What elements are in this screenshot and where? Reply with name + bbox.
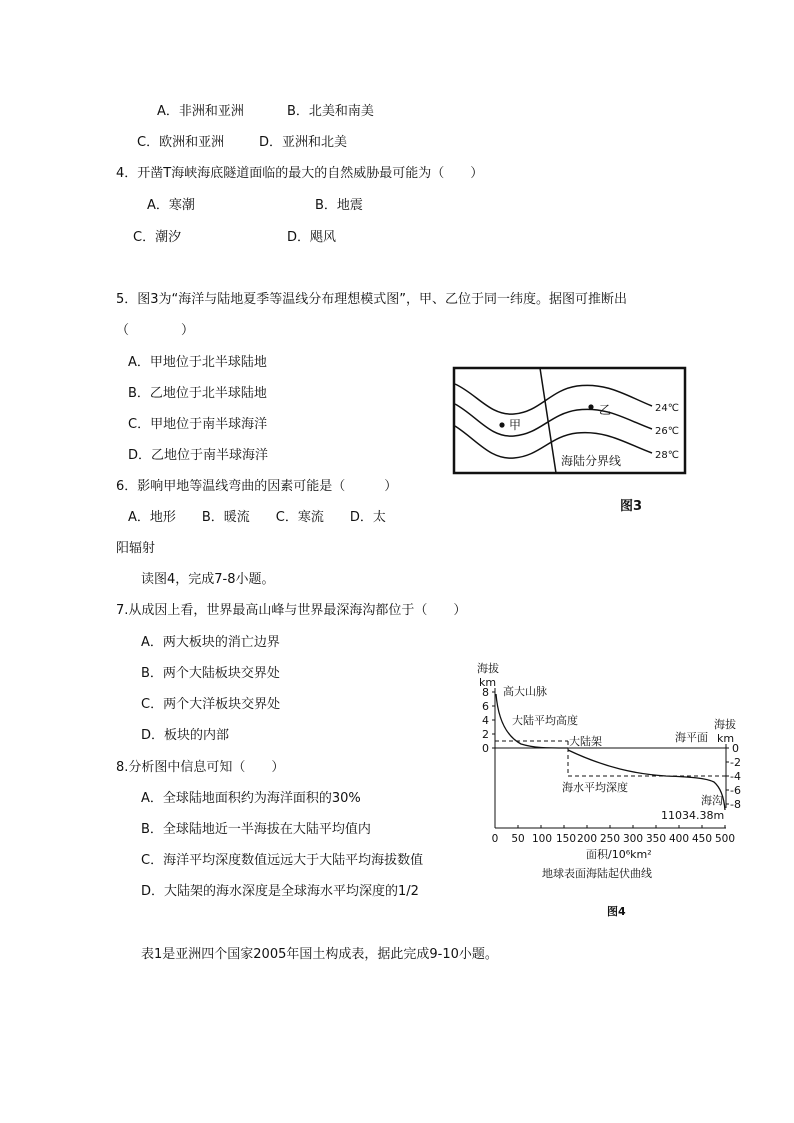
label-sea-level: 海平面 [675, 731, 708, 744]
right-tick-neg8: -8 [730, 798, 741, 811]
figure-3-caption: 图3 [620, 499, 643, 514]
table-1-intro: 表1是亚洲四个国家2005年国土构成表，据此完成9-10小题。 [141, 947, 498, 962]
q5-option-a: A．甲地位于北半球陆地 [128, 355, 267, 370]
x-tick-400: 400 [668, 833, 690, 845]
q4-option-a: A．寒潮 [147, 198, 195, 213]
right-tick-neg6: -6 [730, 784, 741, 797]
label-mountains: 高大山脉 [503, 685, 547, 698]
left-axis-title: 海拔 [477, 662, 499, 675]
x-axis-label: 面积/10⁶km² [586, 848, 652, 861]
label-continental-shelf: 大陆架 [569, 735, 602, 748]
q6-options-wrap: 阳辐射 [116, 541, 156, 556]
q5-option-b: B．乙地位于北半球陆地 [128, 386, 267, 401]
x-tick-300: 300 [622, 833, 644, 845]
q4-option-c: C．潮汐 [133, 230, 182, 245]
q8-stem: 8.分析图中信息可知（ ） [116, 760, 285, 775]
q7-option-d: D．板块的内部 [141, 728, 230, 743]
figure-4-hypsometric-curve [476, 658, 756, 918]
x-tick-50: 50 [511, 833, 525, 845]
left-tick-2: 2 [482, 728, 489, 741]
point-yi-marker [588, 404, 593, 409]
q3-option-b: B．北美和南美 [287, 104, 374, 119]
left-tick-6: 6 [482, 700, 489, 713]
right-tick-neg2: -2 [730, 756, 741, 769]
q5-stem-paren: （ ） [116, 323, 195, 338]
q4-option-b: B．地震 [315, 198, 363, 213]
isotherm-24-label: 24℃ [655, 403, 679, 414]
point-yi-label: 乙 [599, 403, 612, 417]
q7-stem: 7.从成因上看，世界最高山峰与世界最深海沟都位于（ ） [116, 603, 467, 618]
q8-option-b: B．全球陆地近一半海拔在大陆平均值内 [141, 822, 371, 837]
figure-4-title: 地球表面海陆起伏曲线 [542, 867, 652, 880]
left-axis-unit: km [479, 676, 497, 689]
q7-option-b: B．两个大陆板块交界处 [141, 666, 280, 681]
q8-option-c: C．海洋平均深度数值远远大于大陆平均海拔数值 [141, 853, 424, 868]
right-tick-0: 0 [732, 742, 739, 755]
q5-option-d: D．乙地位于南半球海洋 [128, 448, 269, 463]
x-tick-500: 500 [714, 833, 736, 845]
point-jia-marker [499, 422, 504, 427]
q8-option-a: A．全球陆地面积约为海洋面积的30% [141, 791, 361, 806]
label-sea-average: 海水平均深度 [562, 781, 628, 794]
q7-option-a: A．两大板块的消亡边界 [141, 635, 280, 650]
q7-option-c: C．两个大洋板块交界处 [141, 697, 281, 712]
x-tick-450: 450 [691, 833, 713, 845]
q5-stem: 5．图3为“海洋与陆地夏季等温线分布理想模式图”，甲、乙位于同一纬度。据图可推断出 [116, 292, 628, 307]
q3-option-a: A．非洲和亚洲 [157, 104, 244, 119]
isotherm-28-label: 28℃ [655, 450, 679, 461]
left-tick-8: 8 [482, 686, 489, 699]
q3-option-d: D．亚洲和北美 [259, 135, 348, 150]
q3-option-c: C．欧洲和亚洲 [137, 135, 225, 150]
label-trench: 海沟 [701, 794, 723, 807]
x-tick-200: 200 [576, 833, 598, 845]
x-tick-0: 0 [491, 833, 499, 845]
q8-option-d: D．大陆架的海水深度是全球海水平均深度的1/2 [141, 884, 419, 899]
label-land-average: 大陆平均高度 [512, 714, 578, 727]
left-tick-0: 0 [482, 742, 489, 755]
figure-3-isotherm-diagram [452, 366, 687, 476]
isotherm-26-label: 26℃ [655, 426, 679, 437]
q4-option-d: D．飓风 [287, 230, 337, 245]
left-tick-4: 4 [482, 714, 489, 727]
boundary-label: 海陆分界线 [561, 454, 622, 468]
right-axis-unit: km [717, 732, 735, 745]
figure-4-caption: 图4 [607, 905, 626, 918]
label-trench-depth: 11034.38m [661, 809, 725, 822]
point-jia-label: 甲 [509, 418, 522, 432]
q7-8-intro: 读图4，完成7-8小题。 [141, 572, 275, 587]
x-tick-150: 150 [555, 833, 577, 845]
q6-stem: 6．影响甲地等温线弯曲的因素可能是（ ） [116, 479, 398, 494]
right-axis-title: 海拔 [714, 718, 736, 731]
x-tick-250: 250 [599, 833, 621, 845]
right-tick-neg4: -4 [730, 770, 741, 783]
q4-stem: 4．开凿T海峡海底隧道面临的最大的自然威胁最可能为（ ） [116, 166, 484, 181]
x-tick-100: 100 [531, 833, 553, 845]
q6-options: A．地形 B．暖流 C．寒流 D．太 [128, 510, 386, 525]
q5-option-c: C．甲地位于南半球海洋 [128, 417, 268, 432]
x-tick-350: 350 [645, 833, 667, 845]
